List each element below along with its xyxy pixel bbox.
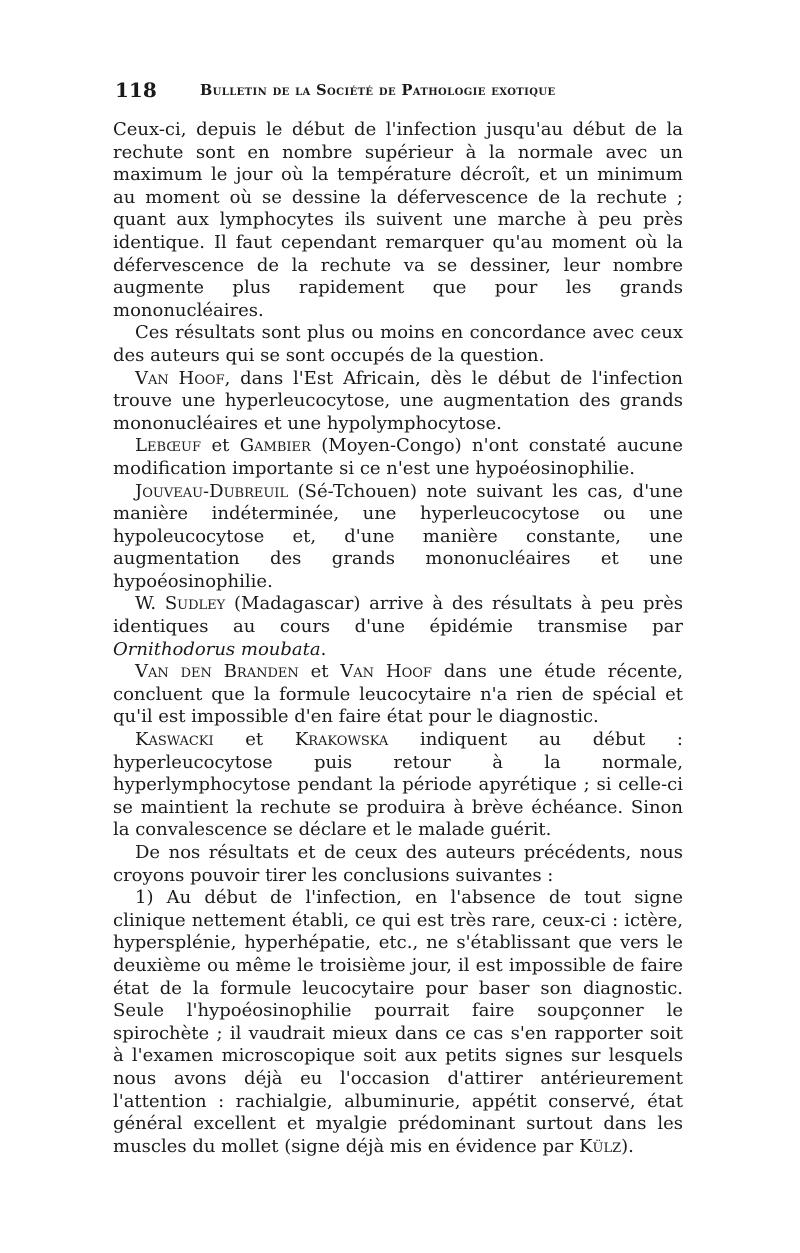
paragraph-conclusion-1 [113,887,683,1158]
author-name: Krakowska [294,729,389,751]
page-number: 118 [115,78,157,102]
author-name: Sudley [164,593,226,615]
paragraph-text: indiquent au début : hyperleucocytose puis retour à la normale, hyperlymphocytose pendant la période apyrétique ; si celle-ci se maintient la rechute se produira à brève échéance. Sinon la convalescence se déclare et le malade guérit. [113,729,683,841]
paragraph-sudley [113,593,683,661]
species-name: Ornithodorus moubata [113,638,321,660]
author-name: Kaswacki [135,729,214,751]
page-header [115,78,685,110]
paragraph-text: (Madagascar) arrive à des résultats à peu près identiques au cours d'une épidémie transmise par [113,593,683,638]
paragraph-text: De nos résultats et de ceux des auteurs précédents, nous croyons pouvoir tirer les conclusions suivantes : [113,842,683,886]
body-text [113,119,683,1158]
paragraph-leboeuf-gambier [113,435,683,480]
paragraph-end: . [320,638,327,660]
author-name: Külz [579,1135,622,1157]
author-initial: W. [135,593,165,615]
paragraph-van-hoof [113,368,683,436]
paragraph-leucocytes [113,119,683,322]
paragraph-text: 1) Au début de l'infection, en l'absence de tout signe clinique nettement établi, ce qui est très rare, ceux-ci : ictère, hypersplénie, hyperhépatie, etc., ne s'établissant que vers le deuxième ou même le troisième jour, il est impossible de faire état de la formule leucocytaire pour baser son diagnostic. Seule l'hypoéosinophilie pourrait faire soupçonner le spirochète ; il vaudrait mieux dans ce cas s'en rapporter soit à l'examen microscopique soit aux petits signes sur lesquels nous avons déjà eu l'occasion d'attirer antérieurement l'attention : rachialgie, albuminurie, appétit conservé, état général excellent et myalgie prédominant surtout dans les muscles du mollet (signe déjà mis en évidence par [113,887,683,1157]
paragraph-text: Ceux-ci, depuis le début de l'infection jusqu'au début de la rechute sont en nombre supérieur à la normale avec un maximum le jour où la température décroît, et un minimum au moment où se dessine la défervescence de la rechute ; quant aux lymphocytes ils suivent une marche à peu près identique. Il faut cependant remarquer qu'au moment où la défervescence de la rechute va se dessiner, leur nombre augmente plus rapidement que pour les grands mononucléaires. [113,119,683,321]
paragraph-text: (Sé-Tchouen) note suivant les cas, d'une manière indéterminée, une hyperleucocytose ou une hypoleucocytose et, d'une manière constante, une augmentation des grands mononucléaires et une hypoéosinophilie. [113,480,683,592]
paragraph-text: Ces résultats sont plus ou moins en concordance avec ceux des auteurs qui se sont occupés de la question. [113,322,683,366]
paragraph-end: ). [621,1135,634,1157]
author-name: Jouveau-Dubreuil [135,480,289,502]
author-name: Lebœuf [135,435,201,457]
paragraph-jouveau-dubreuil [113,481,683,594]
joiner-text: et [298,661,341,683]
author-name: Van Hoof [340,661,432,683]
paragraph-kaswacki-krakowska [113,729,683,842]
paragraph-text: dans une étude récente, concluent que la formule leucocytaire n'a rien de spécial et qu'il est impossible d'en faire état pour le diagnostic. [113,661,683,728]
paragraph-concordance [113,322,683,367]
joiner-text: et [201,435,240,457]
author-name: Van Hoof [135,367,225,389]
running-title: Bulletin de la Société de Pathologie exotique [200,82,556,99]
paragraph-conclusions-intro [113,842,683,887]
paragraph-text: , dans l'Est Africain, dès le début de l'infection trouve une hyperleucocytose, une augmentation des grands mononucléaires et une hypolymphocytose. [113,367,683,434]
author-name: Van den Branden [135,661,299,683]
paragraph-van-den-branden [113,661,683,729]
paragraph-text: (Moyen-Congo) n'ont constaté aucune modification importante si ce n'est une hypoéosinophilie. [113,435,683,479]
author-name: Gambier [239,435,311,457]
joiner-text: et [213,729,295,751]
